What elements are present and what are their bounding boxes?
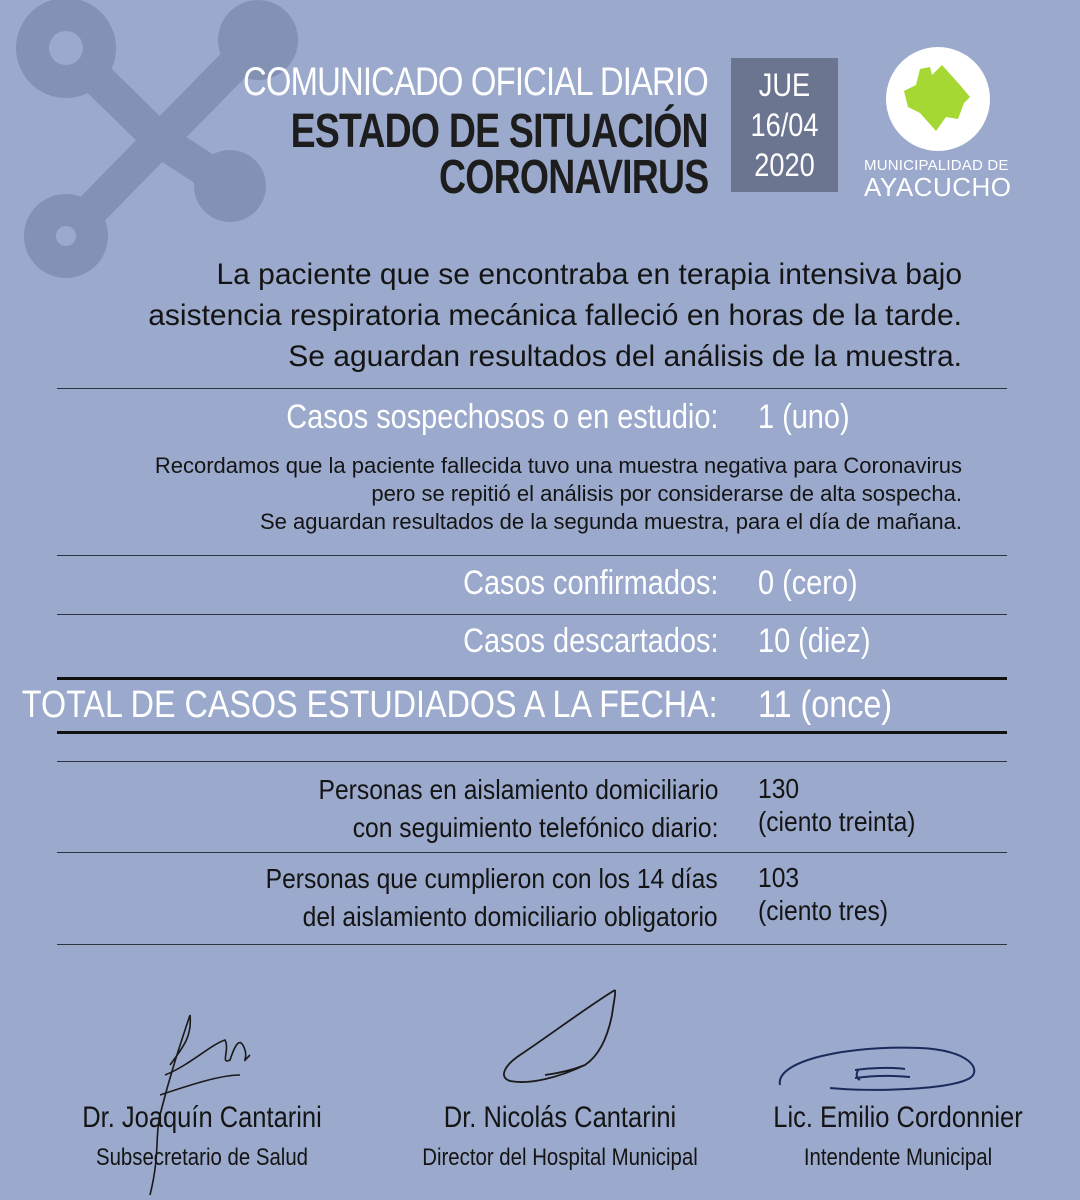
note-line: pero se repitió el análisis por considerarse de alta sospecha.	[371, 481, 962, 506]
isolation-value	[758, 772, 915, 838]
suspected-label: Casos sospechosos o en estudio:	[285, 398, 718, 436]
date-year: 2020	[754, 147, 815, 183]
suspected-value: 1 (uno)	[758, 398, 850, 436]
divider-thick	[57, 731, 1007, 734]
confirmed-label: Casos confirmados:	[462, 564, 718, 602]
discarded-label: Casos descartados:	[462, 622, 718, 660]
signature-3-icon	[770, 1040, 982, 1100]
divider	[57, 852, 1007, 853]
completed-label-line: Personas que cumplieron con los 14 días	[265, 863, 718, 894]
isolation-label-line: con seguimiento telefónico diario:	[352, 812, 718, 843]
intro-line: Se aguardan resultados del análisis de la muestra.	[288, 340, 962, 373]
signature-2-icon	[490, 985, 630, 1100]
header-title-line2: CORONAVIRUS	[438, 151, 708, 204]
note-line: Se aguardan resultados de la segunda muestra, para el día de mañana.	[259, 509, 962, 534]
suspected-note	[42, 452, 962, 536]
isolation-label-line: Personas en aislamiento domiciliario	[318, 774, 718, 805]
divider	[57, 614, 1007, 615]
date-badge	[731, 58, 838, 192]
divider	[57, 761, 1007, 762]
signatory-name: Dr. Joaquín Cantarini	[82, 1101, 322, 1134]
intro-paragraph	[62, 254, 962, 377]
confirmed-value: 0 (cero)	[758, 564, 858, 602]
signatory-role: Intendente Municipal	[803, 1144, 993, 1171]
total-label: TOTAL DE CASOS ESTUDIADOS A LA FECHA:	[22, 684, 718, 726]
isolation-value-number: 130	[758, 773, 800, 804]
discarded-value: 10 (diez)	[758, 622, 871, 660]
divider	[57, 388, 1007, 389]
header-subtitle: COMUNICADO OFICIAL DIARIO	[243, 60, 708, 104]
date-date: 16/04	[750, 107, 819, 143]
municipal-map-logo-icon	[886, 47, 990, 151]
signatory-name: Lic. Emilio Cordonnier	[773, 1101, 1023, 1134]
divider	[57, 555, 1007, 556]
total-value: 11 (once)	[758, 684, 893, 726]
completed-value-number: 103	[758, 862, 800, 893]
divider-thick	[57, 677, 1007, 680]
note-line: Recordamos que la paciente fallecida tuvo una muestra negativa para Coronavirus	[154, 453, 962, 478]
completed-value-words: (ciento tres)	[758, 895, 889, 926]
signatory-role: Director del Hospital Municipal	[422, 1144, 698, 1171]
completed-value	[758, 861, 888, 927]
intro-line: asistencia respiratoria mecánica falleció en horas de la tarde.	[148, 299, 962, 332]
signatory-name: Dr. Nicolás Cantarini	[443, 1101, 677, 1134]
divider	[57, 944, 1007, 945]
completed-label	[266, 860, 718, 936]
completed-label-line: del aislamiento domiciliario obligatorio	[303, 901, 718, 932]
isolation-label	[318, 771, 718, 847]
logo-text-top: MUNICIPALIDAD DE	[864, 157, 1009, 174]
intro-line: La paciente que se encontraba en terapia intensiva bajo	[216, 258, 962, 291]
isolation-value-words: (ciento treinta)	[758, 806, 916, 837]
date-day: JUE	[758, 67, 811, 103]
signatory-role: Subsecretario de Salud	[95, 1144, 309, 1171]
header-title-line1: ESTADO DE SITUACIÓN	[290, 105, 708, 158]
logo-text-bottom: AYACUCHO	[864, 172, 1012, 202]
